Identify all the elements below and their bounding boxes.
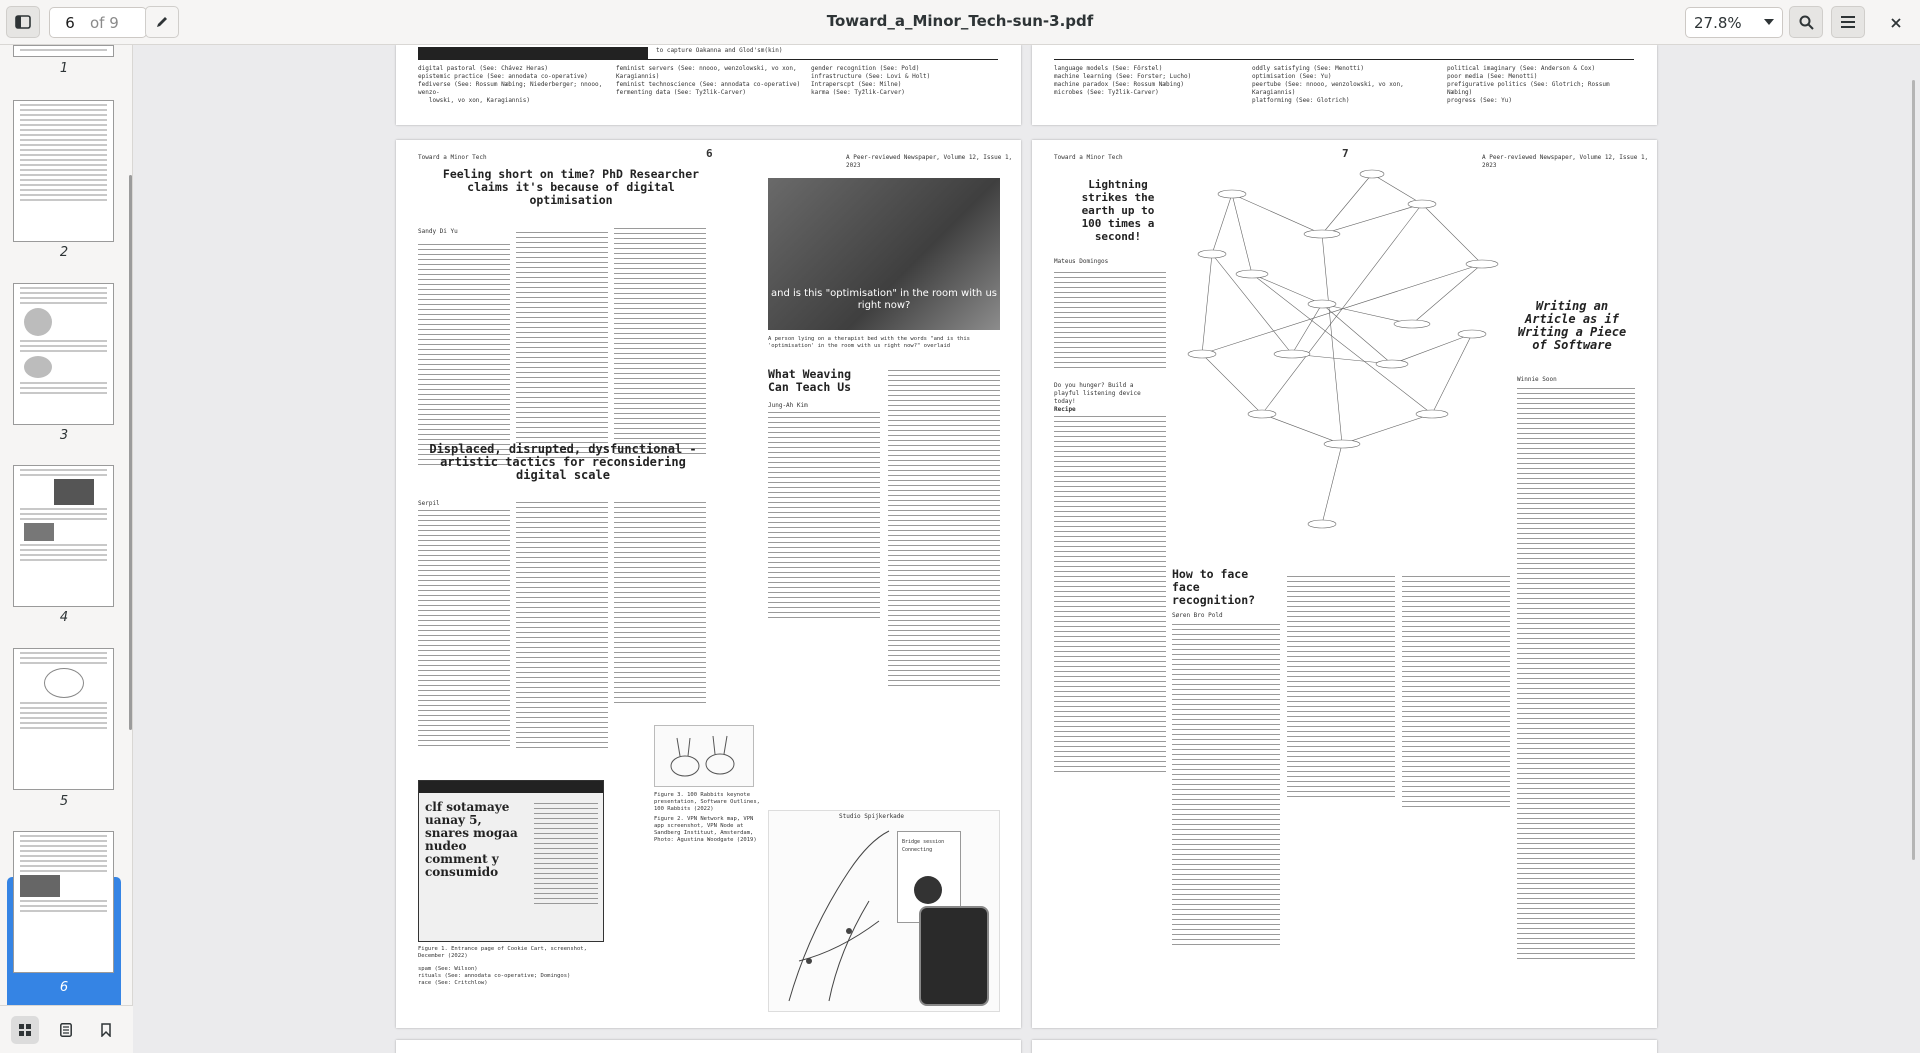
thumbnail-page-2[interactable] — [13, 100, 114, 242]
thumbnail-sidebar — [0, 45, 133, 1053]
index-column-2: feminist servers (See: nnooo, wenzolowski, vo xon, Karagiannis) feminist technoscience (See: annodata co-operative) fermenting data (See: Tyžlik-Carver) — [616, 65, 801, 96]
sidebar-mode-bar — [0, 1005, 133, 1053]
text-column — [1402, 576, 1510, 811]
close-icon — [1891, 18, 1901, 28]
running-header-left: Toward a Minor Tech — [418, 154, 487, 161]
text-column — [614, 502, 706, 707]
screenshot-text: clf sotamaye uanay 5, snares mogaa nudeo comment y consumido — [425, 800, 518, 879]
article-headline: Writing an Article as if Writing a Piece of Software — [1517, 299, 1627, 352]
document-outline-icon — [60, 1023, 72, 1037]
map-label: Studio Spijkerkade — [839, 813, 905, 820]
pencil-icon — [155, 15, 169, 29]
thumbnail-label: 4 — [59, 610, 69, 625]
index-column-3: political imaginary (See: Anderson & Cox) poor media (See: Menotti) prefigurative politics (See: Glotrich; Rossum Næbing) progress (See: Yu) — [1447, 65, 1610, 104]
text-column — [516, 502, 608, 752]
running-header-right: A Peer-reviewed Newspaper, Volume 12, Issue 1, 2023 — [846, 154, 1013, 169]
article-author: Sandy Di Yu — [418, 228, 458, 235]
search-button[interactable] — [1789, 6, 1823, 38]
code-column — [1517, 388, 1635, 963]
thumbnail-page-1[interactable] — [13, 45, 114, 57]
index-column-2: oddly satisfying (See: Menotti) optimisation (See: Yu) peertube (See: nnooo, wenzolowski, vo xon, Karagiannis) platforming (See: Glotrich) — [1252, 65, 1404, 104]
outline-mode-button[interactable] — [52, 1016, 80, 1044]
page-number: 7 — [1342, 147, 1349, 160]
pdf-page-7 — [1032, 140, 1657, 1028]
page-5-bottom — [1032, 45, 1657, 125]
close-button[interactable] — [1885, 12, 1907, 34]
pdf-page-6 — [396, 140, 1021, 1028]
vpn-network-map — [768, 810, 1000, 1012]
image-overlay-text: and is this "optimisation" in the room with us right now? — [770, 288, 997, 311]
therapist-bed-image — [768, 178, 1000, 330]
thumbnail-label: 3 — [59, 428, 69, 443]
thumbnails-mode-button[interactable] — [11, 1016, 39, 1044]
grid-icon — [19, 1024, 31, 1036]
index-column-3: gender recognition (See: Pold) infrastructure (See: Lovi & Holt) Intraperscpt (See: Milne) karma (See: Tyžlik-Carver) — [811, 65, 931, 96]
text-column — [1287, 576, 1395, 801]
text-column — [1054, 272, 1166, 372]
phone-label: Bridge session — [902, 839, 945, 845]
running-header-right: A Peer-reviewed Newspaper, Volume 12, Issue 1, 2023 — [1482, 154, 1649, 169]
page-note: to capture Oakanna and Glod'sm(kin) — [656, 47, 783, 54]
page-number: 6 — [706, 147, 713, 160]
text-column — [418, 510, 510, 750]
current-page-input[interactable]: 6 — [65, 13, 75, 32]
running-header-left: Toward a Minor Tech — [1054, 154, 1123, 161]
network-graph-diagram — [1172, 154, 1517, 554]
phone-label: Connecting — [902, 847, 933, 853]
thumbnail-label: 2 — [59, 245, 69, 260]
text-column — [768, 412, 880, 622]
article-headline: Lightning strikes the earth up to 100 times a second! — [1081, 178, 1155, 243]
document-scrollbar[interactable] — [1912, 80, 1915, 860]
text-column — [1054, 416, 1166, 776]
article-headline: How to face face recognition? — [1172, 567, 1256, 607]
article-author: Serpil — [418, 500, 440, 507]
sidebar-scrollbar[interactable] — [129, 175, 132, 730]
thumbnail-label: 1 — [59, 61, 69, 76]
article-headline: Displaced, disrupted, dysfunctional - artistic tactics for reconsidering digital scale — [429, 442, 697, 482]
pdf-page-8 — [396, 1040, 1021, 1053]
text-column — [418, 244, 510, 469]
pdf-page-9 — [1032, 1040, 1657, 1053]
thumbnail-label: 5 — [59, 794, 69, 809]
chevron-down-icon — [1764, 19, 1774, 26]
figure-caption: Figure 2. VPN Network map, VPN app screenshot, VPN Node at Sandberg Instituut, Amsterdam, Photo: Agustina Woodgate (2019) — [654, 816, 757, 843]
text-column — [516, 232, 608, 462]
window-title: Toward_a_Minor_Tech-sun-3.pdf — [826, 12, 1094, 30]
text-column — [1172, 624, 1280, 949]
cookie-cart-screenshot — [418, 780, 604, 942]
article-author: Jung-Ah Kim — [768, 402, 808, 409]
text-column — [888, 370, 1000, 690]
page-4-bottom — [396, 45, 1021, 125]
article-author: Mateus Domingos — [1054, 258, 1109, 265]
article-headline: What Weaving Can Teach Us — [768, 367, 852, 394]
text-column — [614, 228, 706, 458]
thumbnail-label: 6 — [59, 980, 69, 995]
bookmarks-mode-button[interactable] — [92, 1016, 120, 1044]
figure-caption: Figure 3. 100 Rabbits keynote presentation, Software Outlines, 100 Rabbits (2022) — [654, 792, 760, 812]
page-count-label: of 9 — [90, 13, 119, 32]
article-headline: Feeling short on time? PhD Researcher claims it's because of digital optimisation — [442, 167, 700, 207]
annotate-button[interactable] — [145, 6, 179, 38]
recipe-intro: Do you hunger? Build a playful listening device today! — [1054, 382, 1141, 405]
zoom-level: 27.8% — [1694, 13, 1742, 32]
recipe-title: Recipe — [1054, 406, 1076, 413]
rabbits-illustration — [654, 725, 754, 787]
page-number-entry[interactable] — [49, 7, 147, 38]
sidebar-toggle-button[interactable] — [6, 6, 40, 38]
search-icon — [1799, 15, 1814, 30]
figure-caption: Figure 1. Entrance page of Cookie Cart, screenshot, December (2022) — [418, 946, 587, 959]
document-view[interactable] — [134, 45, 1920, 1053]
thumbnail-page-5[interactable] — [13, 648, 114, 790]
header-bar — [0, 0, 1920, 45]
thumbnail-page-3[interactable] — [13, 283, 114, 425]
zoom-select[interactable] — [1685, 7, 1783, 38]
image-caption: A person lying on a therapist bed with the words "and is this 'optimisation' in the room with us right now?" overlaid — [768, 336, 970, 349]
index-column-1: language models (See: Förstel) machine learning (See: Forster; Lucho) machine paradox (See: Rossum Næbing) microbes (See: Tyžlik-Carver) — [1054, 65, 1192, 96]
article-author: Winnie Soon — [1517, 376, 1557, 383]
thumbnail-page-4[interactable] — [13, 465, 114, 607]
index-footer: spam (See: Wilson) rituals (See: annodata co-operative; Domingos) race (See: Critchlow) — [418, 966, 571, 986]
index-column-1: digital pastoral (See: Chávez Heras) epistemic practice (See: annodata co-operative) fediverse (See: Rossum Næbing; Niederberger; nnooo, wenzo- lowski, vo xon, Karagiannis) — [418, 65, 603, 104]
thumbnail-page-6[interactable] — [13, 831, 114, 973]
hand-phone-photo — [919, 906, 989, 1006]
main-menu-button[interactable] — [1831, 6, 1865, 38]
bookmark-icon — [101, 1023, 111, 1037]
hamburger-icon — [1841, 16, 1855, 28]
article-author: Søren Bro Pold — [1172, 612, 1223, 619]
sidebar-icon — [15, 15, 31, 29]
